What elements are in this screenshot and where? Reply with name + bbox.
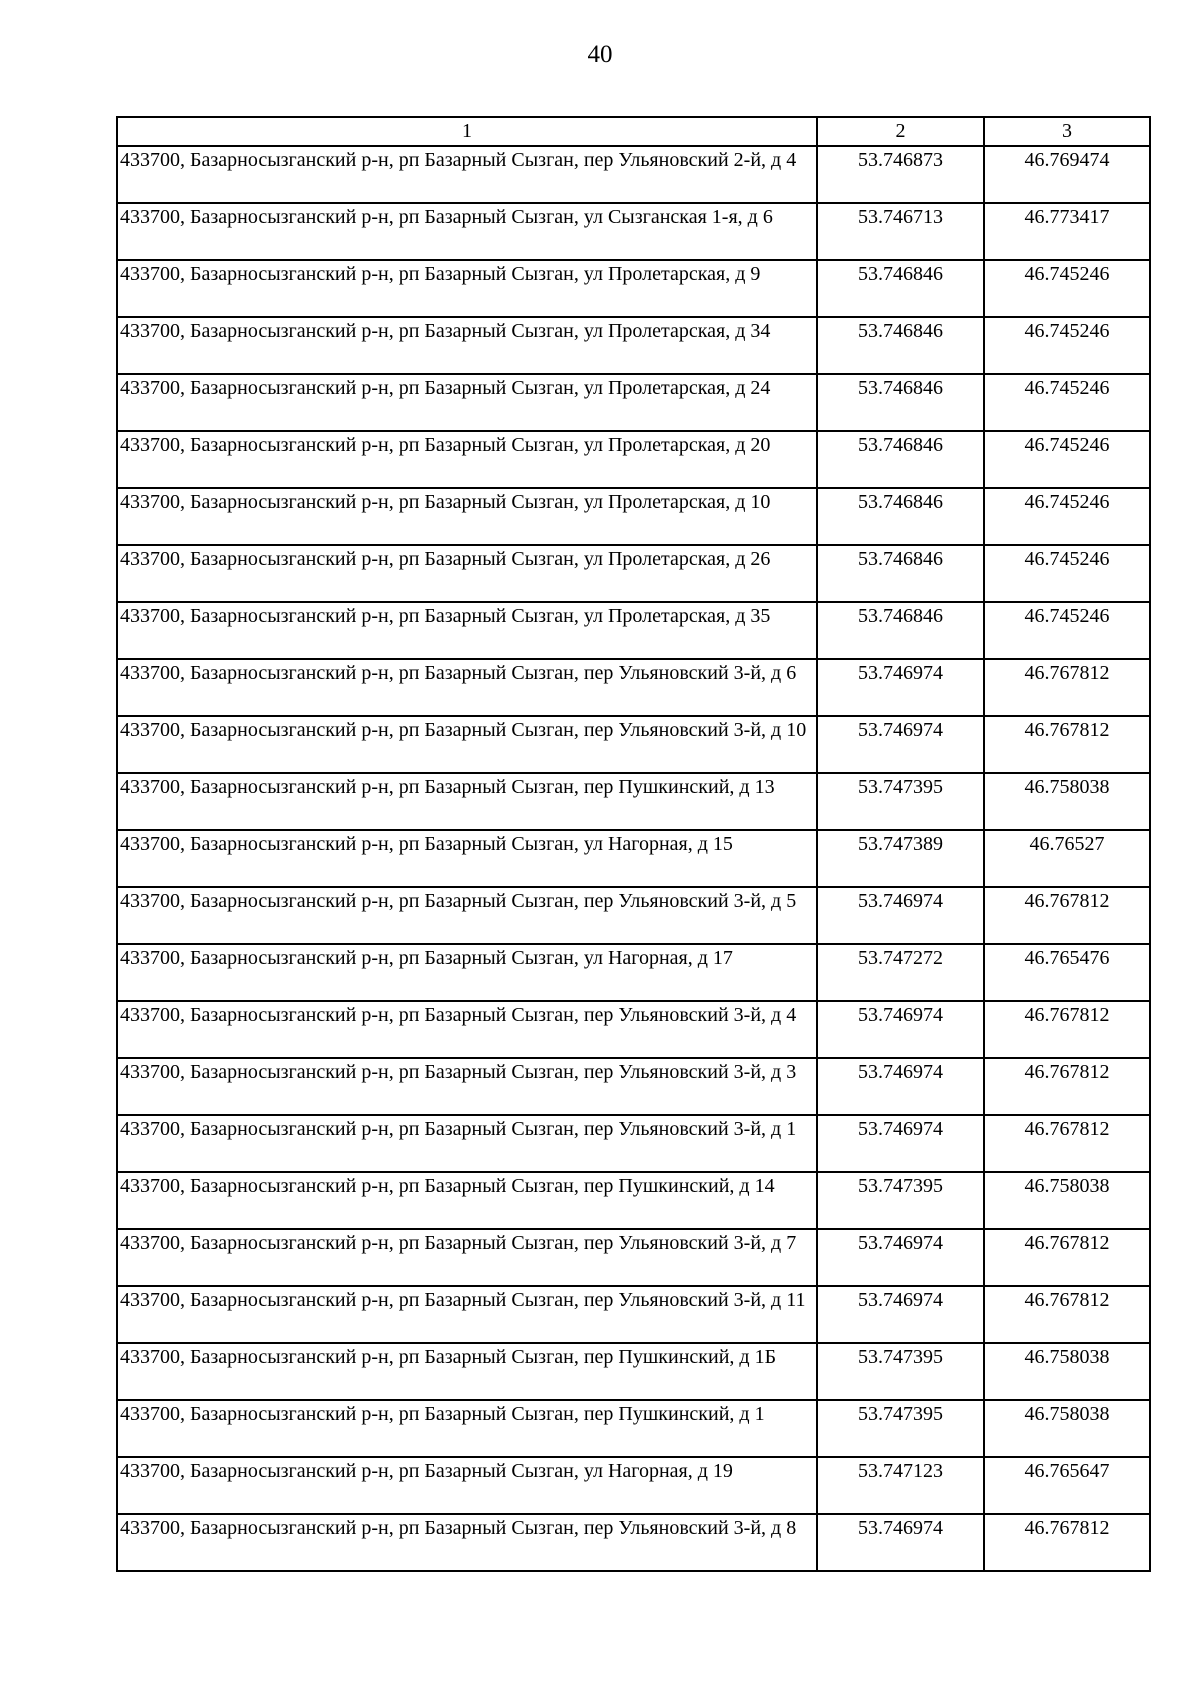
address-cell: 433700, Базарносызганский р-н, рп Базарный Сызган, ул Сызганская 1-я, д 6: [117, 203, 817, 260]
table-row: [117, 431, 1150, 488]
address-cell: 433700, Базарносызганский р-н, рп Базарный Сызган, пер Ульяновский 3-й, д 6: [117, 659, 817, 716]
address-cell: 433700, Базарносызганский р-н, рп Базарный Сызган, ул Пролетарская, д 9: [117, 260, 817, 317]
latitude-cell: 53.747395: [817, 1172, 984, 1229]
longitude-cell: 46.76527: [984, 830, 1150, 887]
table-row: [117, 716, 1150, 773]
table-row: [117, 317, 1150, 374]
longitude-cell: 46.745246: [984, 260, 1150, 317]
table-row: [117, 146, 1150, 203]
address-cell: 433700, Базарносызганский р-н, рп Базарный Сызган, пер Ульяновский 2-й, д 4: [117, 146, 817, 203]
column-header-2: 2: [817, 117, 984, 146]
table-row: [117, 1058, 1150, 1115]
latitude-cell: 53.746974: [817, 1514, 984, 1571]
longitude-cell: 46.767812: [984, 1115, 1150, 1172]
longitude-cell: 46.745246: [984, 602, 1150, 659]
column-header-3: 3: [984, 117, 1150, 146]
longitude-cell: 46.765476: [984, 944, 1150, 1001]
table-row: [117, 260, 1150, 317]
address-cell: 433700, Базарносызганский р-н, рп Базарный Сызган, пер Ульяновский 3-й, д 11: [117, 1286, 817, 1343]
table-row: [117, 488, 1150, 545]
longitude-cell: 46.758038: [984, 773, 1150, 830]
longitude-cell: 46.765647: [984, 1457, 1150, 1514]
latitude-cell: 53.746974: [817, 1229, 984, 1286]
table-row: [117, 1286, 1150, 1343]
address-cell: 433700, Базарносызганский р-н, рп Базарный Сызган, ул Пролетарская, д 26: [117, 545, 817, 602]
address-cell: 433700, Базарносызганский р-н, рп Базарный Сызган, ул Нагорная, д 17: [117, 944, 817, 1001]
longitude-cell: 46.745246: [984, 374, 1150, 431]
longitude-cell: 46.745246: [984, 431, 1150, 488]
table-row: [117, 1229, 1150, 1286]
latitude-cell: 53.746974: [817, 716, 984, 773]
latitude-cell: 53.746974: [817, 1001, 984, 1058]
address-cell: 433700, Базарносызганский р-н, рп Базарный Сызган, пер Ульяновский 3-й, д 8: [117, 1514, 817, 1571]
longitude-cell: 46.758038: [984, 1172, 1150, 1229]
table-row: [117, 1115, 1150, 1172]
table-header-row: [117, 117, 1150, 146]
address-cell: 433700, Базарносызганский р-н, рп Базарный Сызган, пер Ульяновский 3-й, д 1: [117, 1115, 817, 1172]
table-row: [117, 602, 1150, 659]
address-cell: 433700, Базарносызганский р-н, рп Базарный Сызган, ул Пролетарская, д 10: [117, 488, 817, 545]
table-row: [117, 545, 1150, 602]
address-cell: 433700, Базарносызганский р-н, рп Базарный Сызган, пер Ульяновский 3-й, д 7: [117, 1229, 817, 1286]
address-cell: 433700, Базарносызганский р-н, рп Базарный Сызган, пер Ульяновский 3-й, д 4: [117, 1001, 817, 1058]
address-coordinates-table: [116, 116, 1151, 1572]
longitude-cell: 46.758038: [984, 1400, 1150, 1457]
latitude-cell: 53.747395: [817, 1400, 984, 1457]
table-row: [117, 374, 1150, 431]
table-row: [117, 1001, 1150, 1058]
longitude-cell: 46.758038: [984, 1343, 1150, 1400]
address-cell: 433700, Базарносызганский р-н, рп Базарный Сызган, пер Пушкинский, д 14: [117, 1172, 817, 1229]
address-cell: 433700, Базарносызганский р-н, рп Базарный Сызган, пер Пушкинский, д 1Б: [117, 1343, 817, 1400]
table-row: [117, 1514, 1150, 1571]
address-cell: 433700, Базарносызганский р-н, рп Базарный Сызган, ул Пролетарская, д 34: [117, 317, 817, 374]
page-number: 40: [587, 41, 613, 68]
address-cell: 433700, Базарносызганский р-н, рп Базарный Сызган, ул Пролетарская, д 20: [117, 431, 817, 488]
address-cell: 433700, Базарносызганский р-н, рп Базарный Сызган, пер Ульяновский 3-й, д 3: [117, 1058, 817, 1115]
longitude-cell: 46.769474: [984, 146, 1150, 203]
latitude-cell: 53.746974: [817, 1286, 984, 1343]
table-row: [117, 1343, 1150, 1400]
longitude-cell: 46.767812: [984, 1229, 1150, 1286]
address-cell: 433700, Базарносызганский р-н, рп Базарный Сызган, пер Пушкинский, д 13: [117, 773, 817, 830]
table-row: [117, 1457, 1150, 1514]
longitude-cell: 46.745246: [984, 488, 1150, 545]
longitude-cell: 46.773417: [984, 203, 1150, 260]
longitude-cell: 46.767812: [984, 1514, 1150, 1571]
latitude-cell: 53.746846: [817, 545, 984, 602]
latitude-cell: 53.747395: [817, 773, 984, 830]
latitude-cell: 53.746846: [817, 431, 984, 488]
longitude-cell: 46.767812: [984, 1286, 1150, 1343]
longitude-cell: 46.745246: [984, 545, 1150, 602]
latitude-cell: 53.746974: [817, 887, 984, 944]
table-row: [117, 773, 1150, 830]
column-header-1: 1: [117, 117, 817, 146]
latitude-cell: 53.746846: [817, 374, 984, 431]
latitude-cell: 53.746974: [817, 1115, 984, 1172]
table-row: [117, 944, 1150, 1001]
latitude-cell: 53.746846: [817, 602, 984, 659]
longitude-cell: 46.767812: [984, 659, 1150, 716]
longitude-cell: 46.745246: [984, 317, 1150, 374]
address-cell: 433700, Базарносызганский р-н, рп Базарный Сызган, ул Нагорная, д 15: [117, 830, 817, 887]
latitude-cell: 53.746713: [817, 203, 984, 260]
latitude-cell: 53.746846: [817, 317, 984, 374]
address-cell: 433700, Базарносызганский р-н, рп Базарный Сызган, ул Пролетарская, д 24: [117, 374, 817, 431]
table-body: [117, 146, 1150, 1571]
table-row: [117, 830, 1150, 887]
address-cell: 433700, Базарносызганский р-н, рп Базарный Сызган, ул Нагорная, д 19: [117, 1457, 817, 1514]
latitude-cell: 53.747123: [817, 1457, 984, 1514]
address-cell: 433700, Базарносызганский р-н, рп Базарный Сызган, пер Ульяновский 3-й, д 5: [117, 887, 817, 944]
address-cell: 433700, Базарносызганский р-н, рп Базарный Сызган, ул Пролетарская, д 35: [117, 602, 817, 659]
table-row: [117, 1400, 1150, 1457]
longitude-cell: 46.767812: [984, 716, 1150, 773]
longitude-cell: 46.767812: [984, 1001, 1150, 1058]
address-cell: 433700, Базарносызганский р-н, рп Базарный Сызган, пер Ульяновский 3-й, д 10: [117, 716, 817, 773]
latitude-cell: 53.747395: [817, 1343, 984, 1400]
longitude-cell: 46.767812: [984, 1058, 1150, 1115]
latitude-cell: 53.746974: [817, 1058, 984, 1115]
table-row: [117, 1172, 1150, 1229]
latitude-cell: 53.746846: [817, 260, 984, 317]
latitude-cell: 53.746974: [817, 659, 984, 716]
latitude-cell: 53.747389: [817, 830, 984, 887]
longitude-cell: 46.767812: [984, 887, 1150, 944]
table-row: [117, 203, 1150, 260]
table-row: [117, 887, 1150, 944]
latitude-cell: 53.746846: [817, 488, 984, 545]
address-cell: 433700, Базарносызганский р-н, рп Базарный Сызган, пер Пушкинский, д 1: [117, 1400, 817, 1457]
table-row: [117, 659, 1150, 716]
latitude-cell: 53.746873: [817, 146, 984, 203]
latitude-cell: 53.747272: [817, 944, 984, 1001]
